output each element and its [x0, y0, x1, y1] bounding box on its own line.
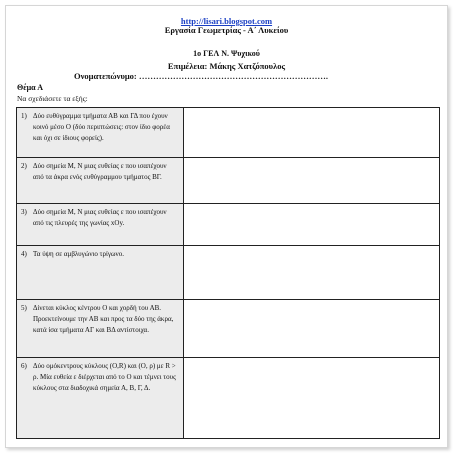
name-field: Ονοματεπώνυμο: ………………………………………………………….: [74, 71, 328, 81]
question-number: 5): [21, 304, 27, 312]
table-row: [17, 108, 440, 158]
question-cell: [17, 246, 184, 300]
answer-cell[interactable]: [184, 300, 440, 358]
document-page: [5, 5, 448, 448]
document-title: Εργασία Γεωμετρίας - Α΄ Λυκείου: [164, 25, 289, 35]
table-row: [17, 300, 440, 358]
question-text: Τα ύψη σε αμβλυγώνιο τρίγωνο.: [33, 250, 124, 258]
exercise-table: [16, 107, 440, 439]
question-number: 4): [21, 250, 27, 258]
question-cell: [17, 358, 184, 439]
table-row: [17, 158, 440, 204]
question-text: Δύο σημεία Μ, Ν μιας ευθείας ε που ισαπέχουν από τα άκρα ενός ευθύγραμμου τμήματος ΒΓ.: [33, 162, 167, 181]
section-heading: Θέμα Α: [17, 83, 43, 92]
question-text: Δύο ομόκεντρους κύκλους (Ο,R) και (O, ρ) με R > ρ. Μία ευθεία ε διέρχεται από το Ο και τέμνει τους κύκλους στα διαδοχικά σημεία Α, Β, Γ, Δ.: [33, 362, 176, 392]
answer-cell[interactable]: [184, 246, 440, 300]
answer-cell[interactable]: [184, 204, 440, 246]
question-cell: [17, 204, 184, 246]
table-row: [17, 358, 440, 439]
question-cell: [17, 158, 184, 204]
question-number: 2): [21, 162, 27, 170]
author-line: Επιμέλεια: Μάκης Χατζόπουλος: [167, 61, 286, 71]
school-name: 1ο ΓΕΛ Ν. Ψυχικού: [193, 49, 260, 58]
answer-cell[interactable]: [184, 358, 440, 439]
question-text: Δίνεται κύκλος κέντρου Ο και χορδή του ΑΒ. Προεκτείνουμε την ΑΒ και προς τα δύο της άκρα, κατά ίσα τμήματα ΑΓ και ΒΔ αντίστοιχα.: [33, 304, 174, 334]
blog-link[interactable]: http://lisari.blogspot.com: [180, 16, 273, 26]
question-number: 6): [21, 362, 27, 370]
instruction-text: Να σχεδιάσετε τα εξής:: [17, 94, 88, 103]
question-number: 3): [21, 208, 27, 216]
answer-cell[interactable]: [184, 158, 440, 204]
table-row: [17, 246, 440, 300]
question-cell: [17, 300, 184, 358]
question-cell: [17, 108, 184, 158]
table-row: [17, 204, 440, 246]
question-number: 1): [21, 112, 27, 120]
question-text: Δύο σημεία Μ, Ν μιας ευθείας ε που ισαπέχουν από τις πλευρές της γωνίας xOy.: [33, 208, 167, 227]
answer-cell[interactable]: [184, 108, 440, 158]
question-text: Δύο ευθύγραμμα τμήματα ΑΒ και ΓΔ που έχουν κοινό μέσο Ο (δύο περιπτώσεις: στον ίδιο φορέα και όχι σε ίδιους φορείς).: [33, 112, 170, 142]
